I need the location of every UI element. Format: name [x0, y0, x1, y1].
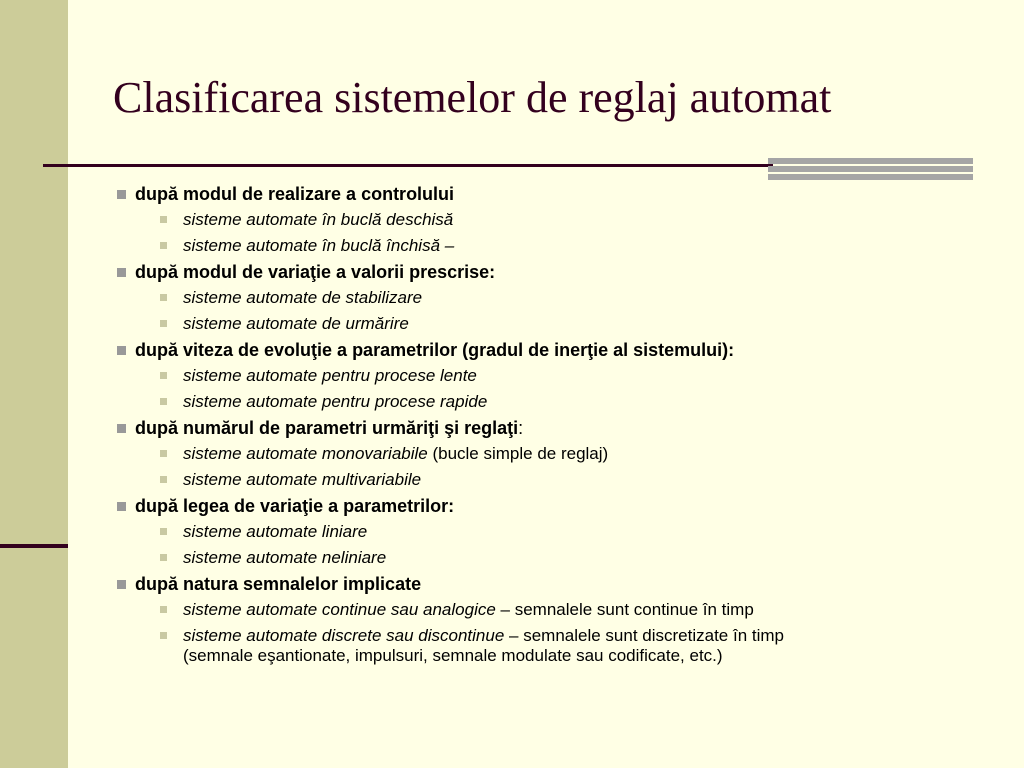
section-heading: după natura semnalelor implicate: [113, 571, 993, 597]
accent-bar-2: [768, 166, 973, 172]
list-item: sisteme automate monovariabile (bucle simple de reglaj): [113, 441, 993, 467]
list-item: sisteme automate pentru procese rapide: [113, 389, 993, 415]
left-accent-bar: [0, 544, 68, 548]
section-heading: după viteza de evoluţie a parametrilor (gradul de inerţie al sistemului):: [113, 337, 993, 363]
list-item: sisteme automate în buclă închisă –: [113, 233, 993, 259]
list-item: sisteme automate discrete sau discontinue – semnalele sunt discretizate în timp (semnale eşantionate, impulsuri, semnale modulate sau codificate, etc.): [113, 626, 993, 666]
list-item: sisteme automate neliniare: [113, 545, 993, 571]
title-accent-bars: [768, 158, 973, 180]
section-heading: după numărul de parametri urmăriţi şi reglaţi:: [113, 415, 993, 441]
accent-bar-3: [768, 174, 973, 180]
list-item: sisteme automate în buclă deschisă: [113, 207, 993, 233]
list-item: sisteme automate continue sau analogice – semnalele sunt continue în timp: [113, 597, 993, 623]
list-item: sisteme automate multivariabile: [113, 467, 993, 493]
accent-bar-1: [768, 158, 973, 164]
bullet-list: [113, 181, 993, 666]
list-item: sisteme automate de urmărire: [113, 311, 993, 337]
section-heading: după legea de variaţie a parametrilor:: [113, 493, 993, 519]
slide-title: Clasificarea sistemelor de reglaj automat: [113, 73, 832, 122]
left-decorative-band: [0, 0, 68, 768]
title-divider: [43, 164, 773, 167]
list-item: sisteme automate liniare: [113, 519, 993, 545]
section-heading: după modul de realizare a controlului: [113, 181, 993, 207]
list-item: sisteme automate de stabilizare: [113, 285, 993, 311]
list-item: sisteme automate pentru procese lente: [113, 363, 993, 389]
section-heading: după modul de variaţie a valorii prescrise:: [113, 259, 993, 285]
